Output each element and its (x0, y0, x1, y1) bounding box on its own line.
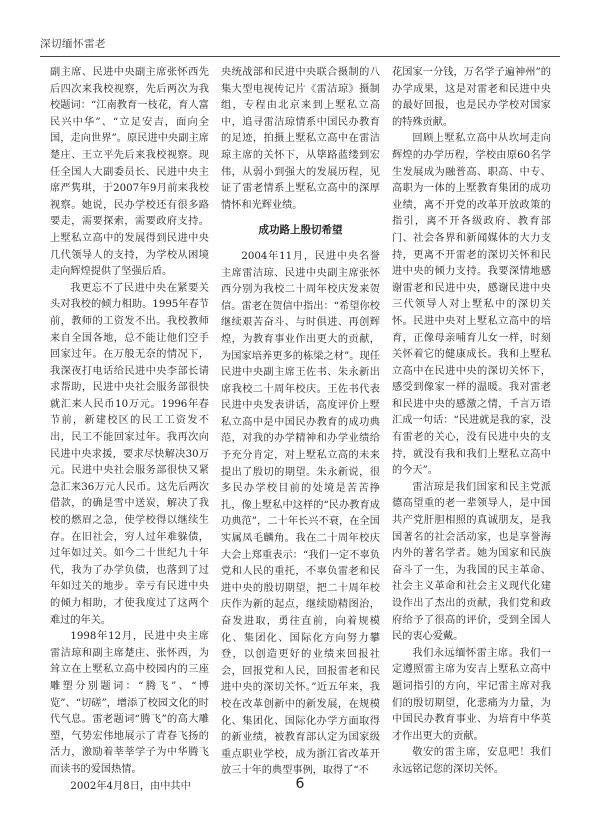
paragraph: 敬安的雷主席，安息吧！我们永远铭记您的深切关怀。 (392, 747, 551, 775)
paragraph: 回顾上墅私立高中从坎坷走向辉煌的办学历程，学校由原60名学生发展成为融普高、职高、中专、高职为一体的上墅教育集团的成功业绩，离不开党的改革开放政策的指引，离不开各级政府、教育部门、社会各界和新闻媒体的大力支持，更离不开雷老的深切关怀和民进中央的倾力支持。我要深情地感谢雷老和民进中央，感谢民进中央三代领导人对上墅私中的深切关怀。民进中央对上墅私立高中的培育，正像母亲哺育儿女一样，时刻关怀着它的健康成长。我和上墅私立高中在民进中央的深切关怀下，感受到像家一样的温暖。我对雷老和民进中央的感激之情，千言万语汇成一句话：“民进就是我的家，没有雷老的关心，没有民进中央的支持，就没有我和我们上墅私立高中的今天”。 (392, 133, 551, 477)
paragraph: 1998年12月，民进中央主席雷洁琼和副主席楚庄、张怀西，为耸立在上墅私立高中校园内的三座雕塑分别题词：“腾飞”、“博览”、“切磋”，增添了校园文化的时代气息。雷老题词“腾飞”的高大雕塑，气势宏伟地展示了青春飞扬的活力，激励着莘莘学子为中华腾飞而读书的爱国热情。 (50, 631, 209, 775)
paragraph: 2002年4月8日，由中共中 (70, 780, 191, 792)
running-head: 深切缅怀雷老 (40, 38, 106, 50)
page-number: 6 (295, 776, 305, 792)
section-heading: 成功路上殷切希望 (258, 224, 343, 237)
paragraph: 副主席、民进中央副主席张怀西先后四次来我校视察，先后两次为我校题词：“江南教育一枝花，育人富民兴中华”、“立足安吉，面向全国，走向世界”。原民进中央副主席楚庄、王立平先后来我校视察。现任全国人大副委员长、民进中央主席严隽琪，于2007年9月前来我校视察。她说，民办学校还有很多路要走，需要探索，需要政府支持。上墅私立高中的发展得到民进中央几代领导人的支持，为学校从困境走向辉煌提供了坚强后盾。 (50, 67, 209, 278)
text-column-1 (50, 65, 209, 792)
paragraph: 央统战部和民进中央联合摄制的八集大型电视传记片《雷洁琼》摄制组，专程由北京来到上墅私立高中，追寻雷洁琼情系中国民办教育的足迹，拍摄上墅私立高中在雷洁琼主席的关怀下，从筚路蓝缕到宏伟，从弱小到强大的发展历程，见证了雷老情系上墅私立高中的深厚情怀和光辉业绩。 (221, 67, 380, 211)
paragraph: 我更忘不了民进中央在紧要关头对我校的倾力相助。1995年春节前，教师的工资发不出。我校教师来自全国各地，总不能让他们空手回家过年。在万般无奈的情况下，我深夜打电话给民进中央李部长请求帮助，民进中央社会服务部很快就汇来人民币10万元。1996年春节前，新建校区的民工工资发不出，民工不能回家过年。我再次向民进中央求援，要求尽快解决30万元。民进中央社会服务部很快又紧急汇来36万元人民币。这先后两次借款，的确是雪中送炭，解决了我校的燃眉之急，使学校得以继续生存。在旧社会，穷人过年难躲债，过年如过关。如今二十世纪九十年代，我为了办学负债，也落到了过年如过关的地步。幸亏有民进中央的倾力相助，才使我度过了这两个难过的年关。 (50, 282, 209, 626)
header-rule (40, 56, 560, 57)
text-column-3 (392, 65, 551, 775)
article-body (50, 65, 552, 792)
paragraph: 2004年11月，民进中央名誉主席雷洁琼、民进中央副主席张怀西分别为我校二十周年校庆发来贺信。雷老在贺信中指出：“希望你校继续艰苦奋斗、与时俱进、再创辉煌，为教育事业作出更大的贡献，为国家培养更多的栋梁之材”。现任民进中央副主席王佐书、朱永新出席我校二十周年校庆。王佐书代表民进中央发表讲话，高度评价上墅私立高中是中国民办教育的成功典范，对我的办学精神和办学业绩给予充分肯定，对上墅私立高的未来提出了殷切的期望。朱永新说，很多民办学校目前的处境是苦苦挣扎，像上墅私中这样的“民办教育成功典范”，二十年长兴不衰，在全国实属凤毛麟角。我在二十周年校庆大会上郑重表示：“我们一定不辜负党和人民的重托，不辜负雷老和民进中央的殷切期望，把二十周年校庆作为新的起点，继续励精图治，奋发进取，勇往直前，向着规模化、集团化、国际化方向努力攀登，以创造更好的业绩来回报社会，回报党和人民，回报雷老和民进中央的深切关怀。”近五年来，我校在改革创新中的新发展，在规模化、集团化、国际化办学方面取得的新业绩，被教育部认定为国家级重点职业学校，成为浙江省改革开放三十年的典型事例，取得了“不 (221, 250, 380, 777)
text-column-2 (221, 65, 380, 777)
paragraph: 雷洁琼是我们国家和民主党派德高望重的老一辈领导人，是中国共产党肝胆相照的真诚朋友，是我国著名的社会活动家，也是享誉海内外的著名学者。她为国家和民族奋斗了一生，为我国的民主革命、社会主义革命和社会主义现代化建设作出了杰出的贡献，我们党和政府给予了很高的评价，受到全国人民的衷心爱戴。 (392, 481, 551, 643)
paragraph: 我们永远缅怀雷主席。我们一定遵照雷主席为安吉上墅私立高中题词指引的方向，牢记雷主席对我们的殷切期望，化悲痛为力量，为中国民办教育事业、为培育中华英才作出更大的贡献。 (392, 647, 551, 742)
paragraph: 花国家一分钱，万名学子遍神州”的办学成果，这是对雷老和民进中央的最好回报，也是民办学校对国家的特殊贡献。 (392, 67, 551, 128)
